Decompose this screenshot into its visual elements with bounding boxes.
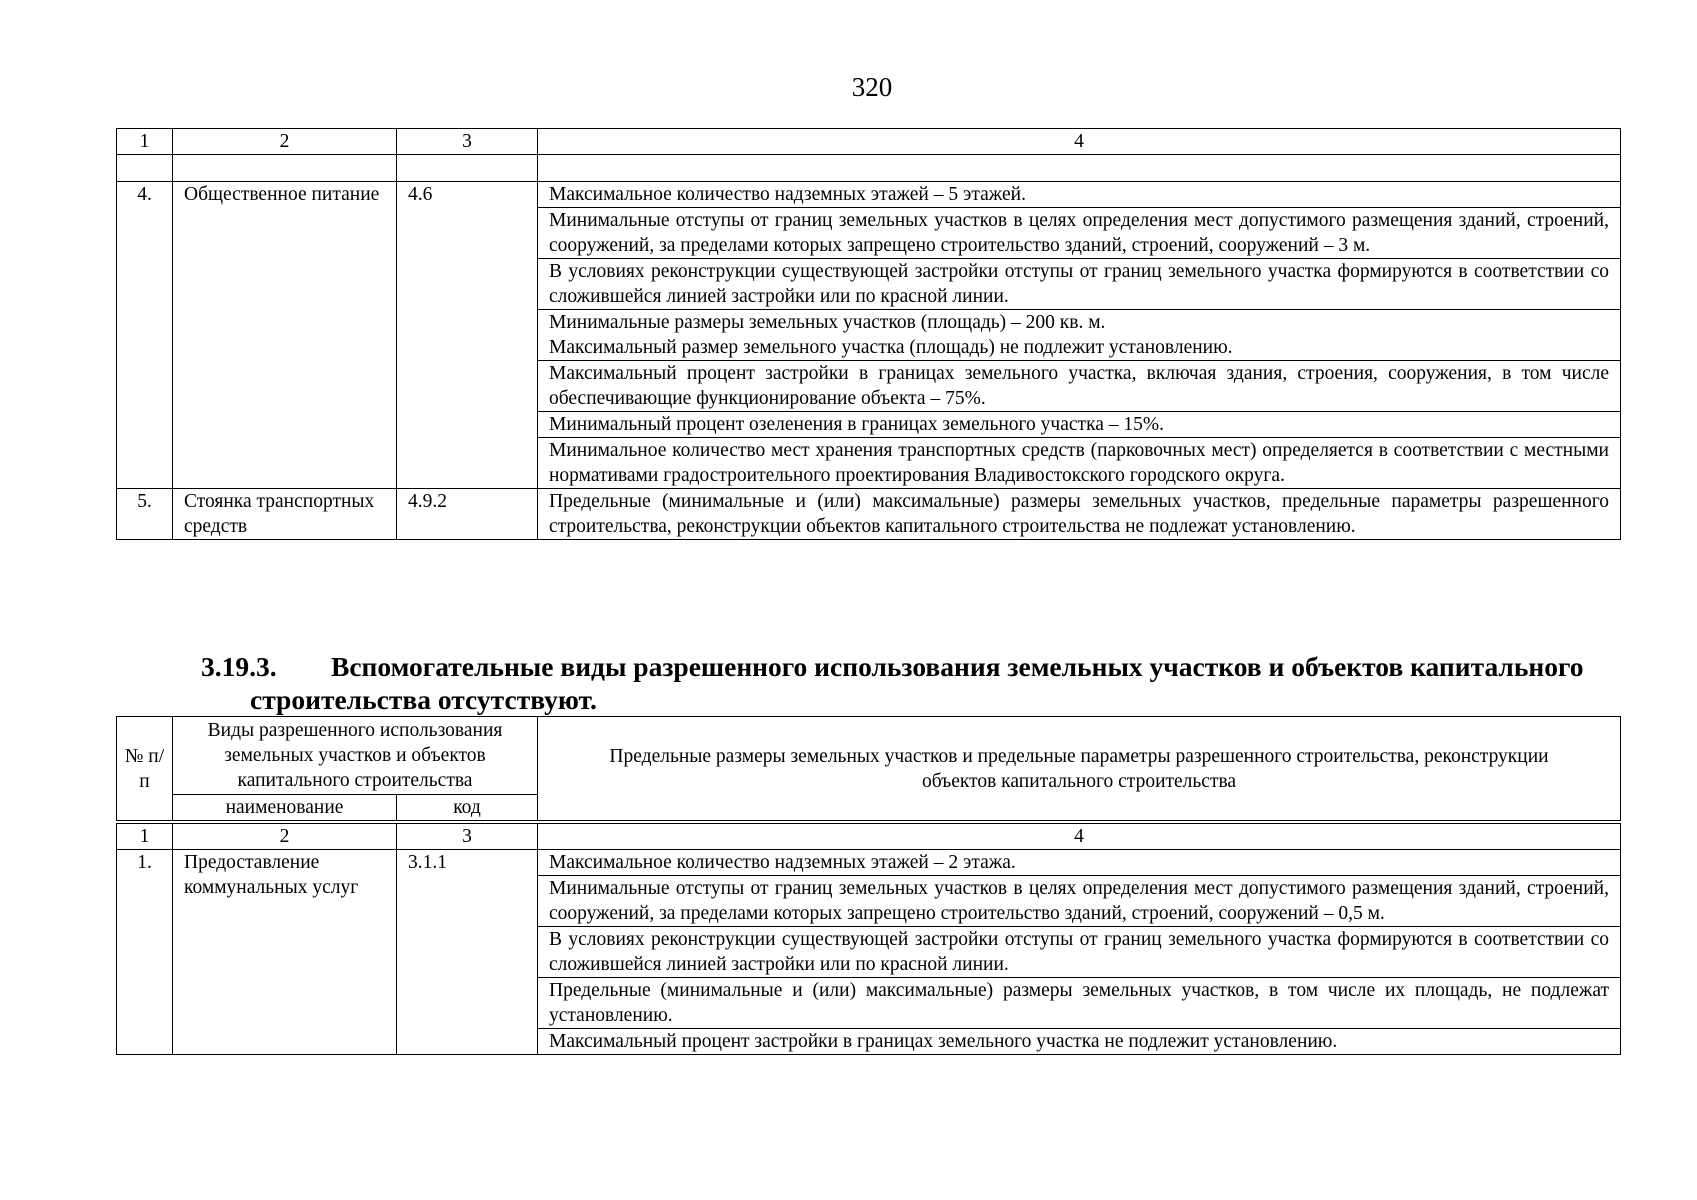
column-number-row bbox=[117, 824, 1621, 850]
header-name: наименование bbox=[173, 795, 397, 821]
empty-row bbox=[117, 155, 1621, 182]
col-number-cell: 4 bbox=[538, 129, 1621, 155]
param-line: Максимальный размер земельного участка (площадь) не подлежит установлению. bbox=[549, 337, 1233, 358]
col-number-cell: 4 bbox=[538, 824, 1621, 850]
auxiliary-uses-table bbox=[116, 823, 1621, 1055]
param-cell: В условиях реконструкции существующей застройки отступы от границ земельного участка формируются в соответствии со сложившейся линией застройки или по красной линии. bbox=[538, 259, 1621, 310]
use-name: Общественное питание bbox=[173, 182, 397, 489]
param-cell: Максимальный процент застройки в границах земельного участка не подлежит установлению. bbox=[538, 1029, 1621, 1055]
table-row bbox=[117, 850, 1621, 876]
param-cell: Минимальные отступы от границ земельных участков в целях определения мест допустимого размещения зданий, строений, сооружений, за пределами которых запрещено строительство зданий, строений, сооружений – 0,5 м. bbox=[538, 876, 1621, 927]
continuation-table bbox=[116, 128, 1621, 540]
section-number: 3.19.3. bbox=[201, 651, 277, 682]
col-number-cell: 1 bbox=[117, 129, 173, 155]
header-num: № п/п bbox=[117, 717, 173, 821]
param-cell: Максимальный процент застройки в границах земельного участка, включая здания, строения, сооружения, в том числе обеспечивающие функционирование объекта – 75%. bbox=[538, 361, 1621, 412]
param-cell bbox=[538, 310, 1621, 361]
param-cell: Максимальное количество надземных этажей – 2 этажа. bbox=[538, 850, 1621, 876]
col-number-cell: 1 bbox=[117, 824, 173, 850]
param-cell: Минимальное количество мест хранения транспортных средств (парковочных мест) определяется в соответствии с местными нормативами градостроительного проектирования Владивостокского городского округа. bbox=[538, 438, 1621, 489]
param-cell: Максимальное количество надземных этажей – 5 этажей. bbox=[538, 182, 1621, 208]
page-number: 320 bbox=[851, 72, 893, 102]
use-code: 4.9.2 bbox=[397, 489, 538, 540]
param-cell: Предельные (минимальные и (или) максимальные) размеры земельных участков, предельные параметры разрешенного строительства, реконструкции объектов капитального строительства не подлежат установлению. bbox=[538, 489, 1621, 540]
header-params: Предельные размеры земельных участков и предельные параметры разрешенного строительства, реконструкции объектов капитального строительства bbox=[538, 717, 1621, 821]
col-number-cell: 3 bbox=[397, 824, 538, 850]
param-cell: В условиях реконструкции существующей застройки отступы от границ земельного участка формируются в соответствии со сложившейся линией застройки или по красной линии. bbox=[538, 927, 1621, 978]
param-cell: Предельные (минимальные и (или) максимальные) размеры земельных участков, в том числе их площадь, не подлежат установлению. bbox=[538, 978, 1621, 1029]
use-code: 4.6 bbox=[397, 182, 538, 489]
table-row bbox=[117, 489, 1621, 540]
param-line: Минимальные размеры земельных участков (площадь) – 200 кв. м. bbox=[549, 312, 1106, 333]
header-table bbox=[116, 716, 1621, 821]
use-name: Предоставление коммунальных услуг bbox=[173, 850, 397, 1055]
table-row bbox=[117, 182, 1621, 208]
column-number-row bbox=[117, 129, 1621, 155]
header-types: Виды разрешенного использования земельных участков и объектов капитального строительства bbox=[173, 717, 538, 795]
row-number: 1. bbox=[117, 850, 173, 1055]
use-name: Стоянка транспортных средств bbox=[173, 489, 397, 540]
param-cell: Минимальный процент озеленения в границах земельного участка – 15%. bbox=[538, 412, 1621, 438]
row-number: 4. bbox=[117, 182, 173, 489]
row-number: 5. bbox=[117, 489, 173, 540]
section-heading bbox=[201, 650, 1625, 716]
section-title: Вспомогательные виды разрешенного использования земельных участков и объектов капитального строительства отсутствуют. bbox=[250, 651, 1584, 715]
col-number-cell: 2 bbox=[173, 824, 397, 850]
header-code: код bbox=[397, 795, 538, 821]
use-code: 3.1.1 bbox=[397, 850, 538, 1055]
col-number-cell: 2 bbox=[173, 129, 397, 155]
col-number-cell: 3 bbox=[397, 129, 538, 155]
param-cell: Минимальные отступы от границ земельных участков в целях определения мест допустимого размещения зданий, строений, сооружений, за пределами которых запрещено строительство зданий, строений, сооружений – 3 м. bbox=[538, 208, 1621, 259]
